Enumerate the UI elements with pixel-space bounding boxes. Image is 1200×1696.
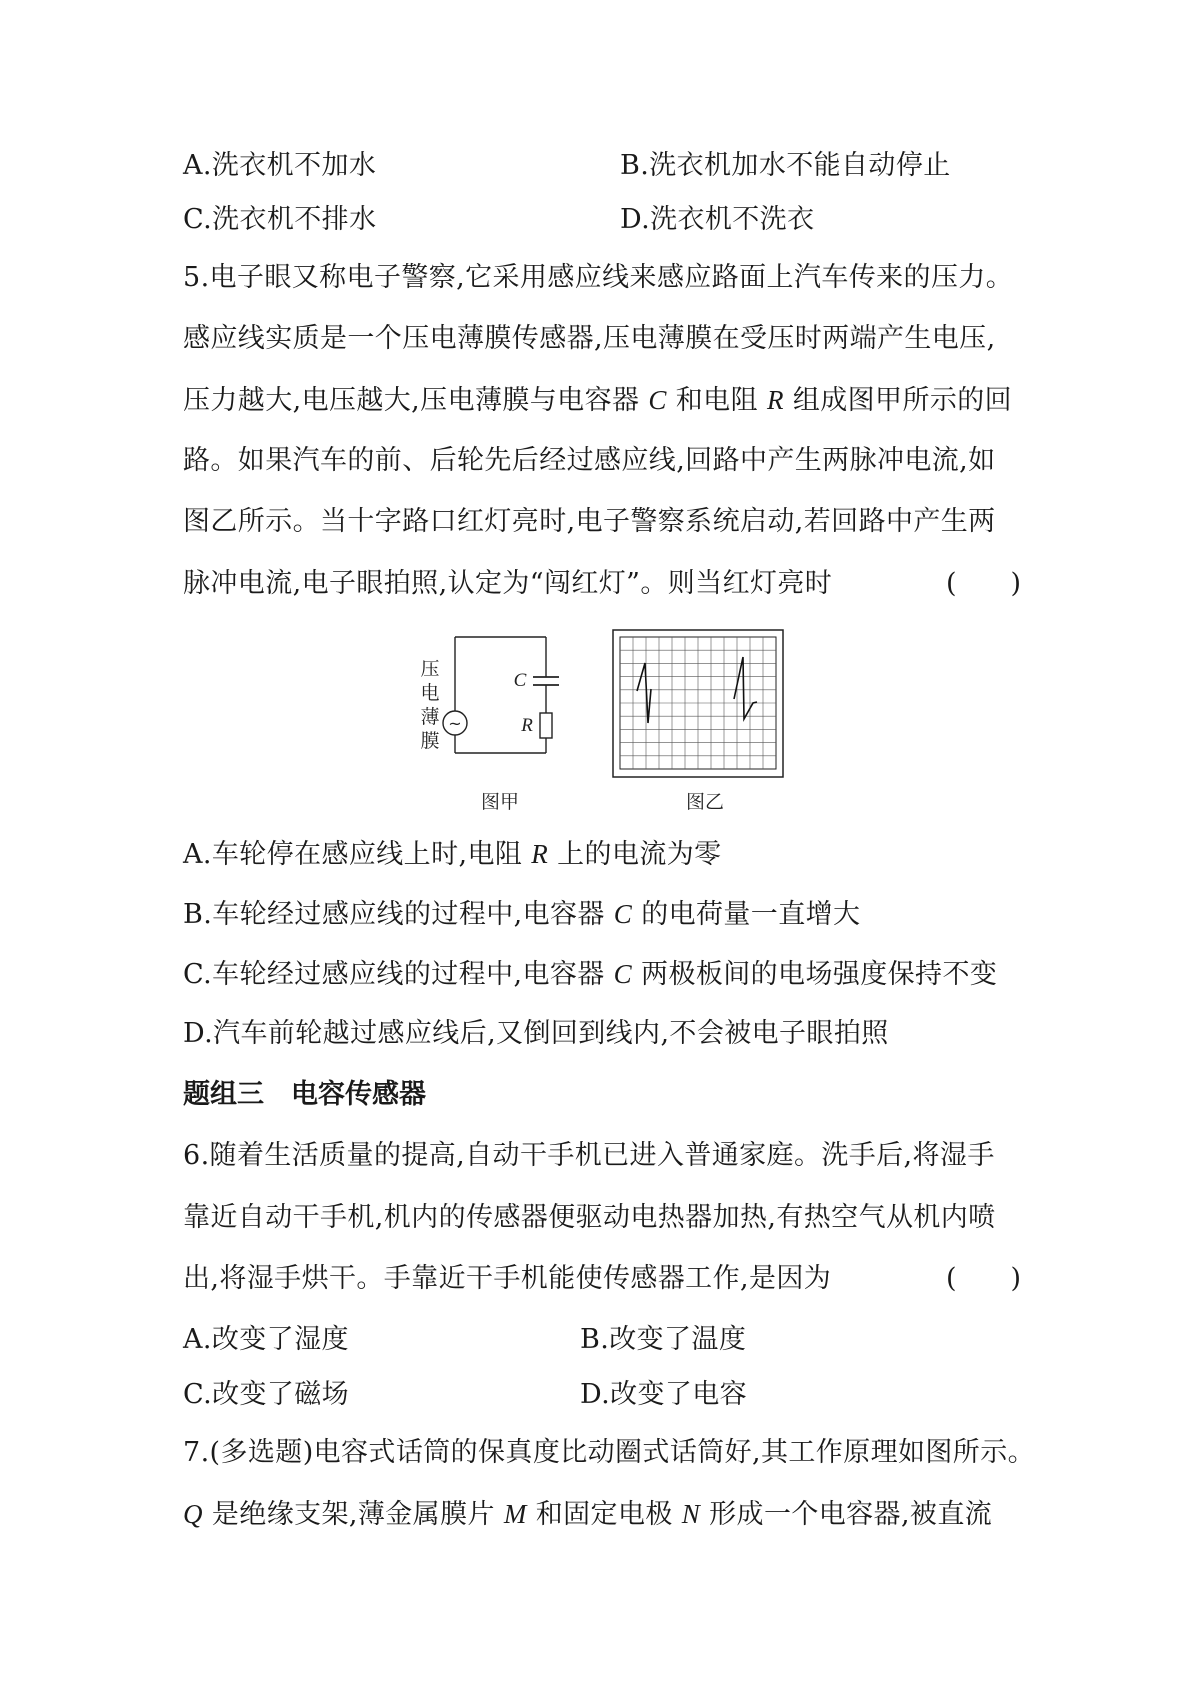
- q5-option-c-part2: 两极板间的电场强度保持不变: [632, 959, 998, 990]
- capacitor-label: C: [513, 670, 527, 691]
- q5-option-c-part1: C.车轮经过感应线的过程中,电容器: [183, 959, 614, 990]
- film-label-char-4: 膜: [420, 730, 440, 752]
- q6-stem-line2: 靠近自动干手机,机内的传感器便驱动电热器加热,有热空气从机内喷: [183, 1202, 996, 1233]
- q5-figure: [0, 625, 1200, 825]
- q6-option-a: A.改变了湿度: [183, 1324, 349, 1355]
- q6-option-b: B.改变了温度: [580, 1324, 747, 1355]
- q5-stem-line3: [183, 383, 1012, 418]
- q5-option-b-part2: 的电荷量一直增大: [632, 899, 861, 930]
- q5-option-c: [183, 957, 997, 992]
- q4-option-b: B.洗衣机加水不能自动停止: [620, 150, 951, 181]
- q5-stem-line6: 脉冲电流,电子眼拍照,认定为“闯红灯”。则当红灯亮时: [183, 568, 833, 599]
- film-label-char-3: 薄: [420, 706, 440, 728]
- figure-left-caption: 图甲: [480, 791, 520, 813]
- q5-line3-part2: 和电阻: [666, 385, 767, 416]
- resistor-icon: [540, 713, 552, 738]
- var-m: M: [503, 1499, 527, 1529]
- q5-stem-line5: 图乙所示。当十字路口红灯亮时,电子警察系统启动,若回路中产生两: [183, 506, 996, 537]
- film-label-char-2: 电: [420, 682, 440, 704]
- film-label-char-1: 压: [420, 658, 440, 680]
- var-q: Q: [183, 1499, 203, 1529]
- q4-option-c: C.洗衣机不排水: [183, 204, 377, 235]
- q6-option-d: D.改变了电容: [580, 1379, 748, 1410]
- resistor-label: R: [521, 715, 533, 736]
- q5-stem-line1: 5.电子眼又称电子警察,它采用感应线来感应路面上汽车传来的压力。: [183, 262, 1014, 293]
- q7-line2-part1: 是绝缘支架,薄金属膜片: [202, 1499, 504, 1530]
- q5-line3-part3: 组成图甲所示的回: [783, 385, 1013, 416]
- q5-stem-line4: 路。如果汽车的前、后轮先后经过感应线,回路中产生两脉冲电流,如: [183, 445, 996, 476]
- section-heading: 题组三 电容传感器: [183, 1079, 426, 1110]
- q5-option-a-part1: A.车轮停在感应线上时,电阻: [183, 839, 532, 870]
- q6-stem-line1: 6.随着生活质量的提高,自动干手机已进入普通家庭。洗手后,将湿手: [183, 1140, 995, 1171]
- q7-stem-line2: [183, 1497, 992, 1532]
- source-symbol: ~: [448, 714, 462, 733]
- q6-option-c: C.改变了磁场: [183, 1379, 350, 1410]
- figure-right-caption: 图乙: [685, 791, 725, 813]
- var-r: R: [766, 385, 784, 415]
- q6-answer-paren: ( ): [946, 1263, 1022, 1294]
- q5-option-a: [183, 837, 722, 872]
- q5-line3-part1: 压力越大,电压越大,压电薄膜与电容器: [183, 385, 649, 416]
- q7-line2-part2: 和固定电极: [526, 1499, 682, 1530]
- q5-option-b-part1: B.车轮经过感应线的过程中,电容器: [183, 899, 614, 930]
- q5-answer-paren: ( ): [946, 568, 1022, 599]
- q5-option-b: [183, 897, 860, 932]
- q7-stem-line1: 7.(多选题)电容式话筒的保真度比动圈式话筒好,其工作原理如图所示。: [183, 1437, 1036, 1468]
- var-c: C: [648, 385, 667, 415]
- var-c: C: [613, 959, 633, 989]
- q7-line2-part3: 形成一个电容器,被直流: [700, 1499, 993, 1530]
- q6-stem-line3: 出,将湿手烘干。手靠近干手机能使传感器工作,是因为: [183, 1263, 832, 1294]
- q5-option-d: D.汽车前轮越过感应线后,又倒回到线内,不会被电子眼拍照: [183, 1018, 889, 1049]
- q4-option-a: A.洗衣机不加水: [183, 150, 377, 181]
- q5-stem-line2: 感应线实质是一个压电薄膜传感器,压电薄膜在受压时两端产生电压,: [183, 323, 996, 354]
- var-c: C: [613, 899, 633, 929]
- var-r: R: [531, 839, 549, 869]
- q4-option-d: D.洗衣机不洗衣: [620, 204, 815, 235]
- capacitor-icon: [533, 677, 559, 685]
- q5-option-a-part2: 上的电流为零: [548, 839, 722, 870]
- var-n: N: [681, 1499, 701, 1529]
